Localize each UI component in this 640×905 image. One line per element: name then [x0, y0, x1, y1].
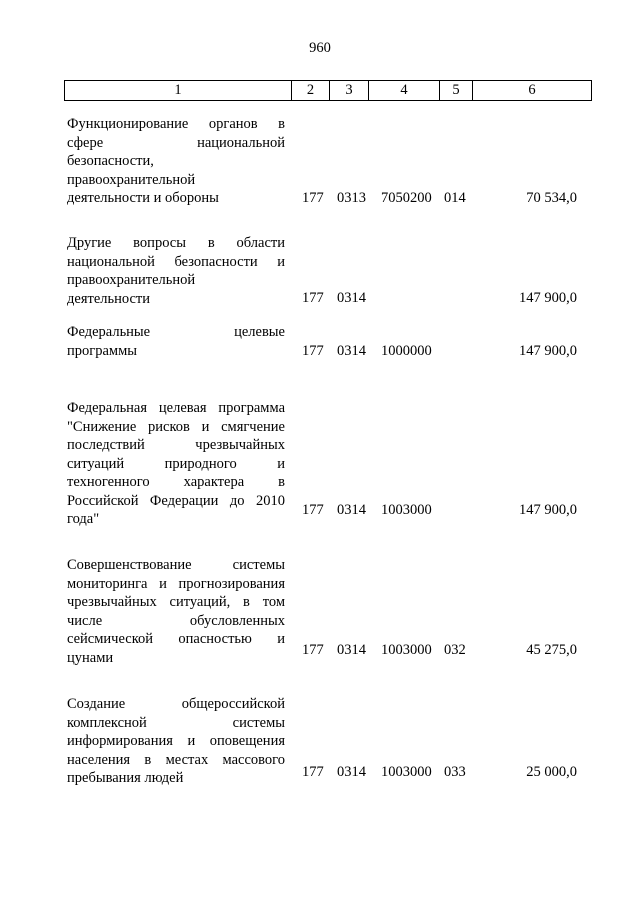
cell-code-2: 177 — [302, 290, 324, 306]
name-line: программы — [67, 342, 137, 359]
cell-code-2: 177 — [302, 502, 324, 518]
name-line: сфере национальной — [67, 134, 285, 151]
name-line: деятельности и обороны — [67, 190, 219, 206]
cell-code-4: 7050200 — [381, 190, 432, 206]
name-line: "Снижение рисков и смягчение — [67, 418, 285, 435]
row-name — [67, 323, 285, 360]
name-line: последствий чрезвычайных — [67, 437, 285, 453]
cell-amount: 70 534,0 — [526, 190, 577, 206]
cell-code-2: 177 — [302, 343, 324, 359]
name-line: Функционирование органов в — [67, 116, 285, 132]
name-line: чрезвычайных ситуаций, в том — [67, 594, 285, 610]
cell-code-5: 032 — [444, 642, 466, 658]
cell-code-4: 1003000 — [381, 642, 432, 658]
name-line: правоохранительной — [67, 171, 196, 188]
cell-code-5: 014 — [444, 190, 466, 206]
cell-code-4: 1000000 — [381, 343, 432, 359]
row-name — [67, 115, 285, 208]
column-header-3: 3 — [330, 81, 369, 101]
cell-amount: 147 900,0 — [519, 290, 577, 306]
column-header-row — [65, 81, 592, 101]
cell-amount: 147 900,0 — [519, 343, 577, 359]
cell-code-4: 1003000 — [381, 502, 432, 518]
row-name — [67, 399, 285, 529]
name-line: информирования и оповещения — [67, 733, 285, 749]
cell-code-3: 0314 — [337, 642, 366, 658]
name-line: правоохранительной — [67, 272, 196, 288]
name-line: года" — [67, 511, 100, 527]
name-line: населения в местах массового — [67, 751, 285, 768]
name-line: Другие вопросы в области — [67, 235, 285, 251]
column-header-1: 1 — [65, 81, 292, 101]
cell-code-5: 033 — [444, 764, 466, 780]
page-number: 960 — [309, 40, 331, 56]
column-header-table — [64, 80, 592, 101]
name-line: Создание общероссийской — [67, 696, 285, 712]
cell-code-4: 1003000 — [381, 764, 432, 780]
name-line: комплексной системы — [67, 714, 285, 731]
column-header-4: 4 — [369, 81, 440, 101]
name-line: Федеральная целевая программа — [67, 400, 285, 416]
name-line: техногенного характера в — [67, 474, 285, 490]
name-line: безопасности, — [67, 153, 154, 169]
cell-amount: 45 275,0 — [526, 642, 577, 658]
cell-code-3: 0313 — [337, 190, 366, 206]
name-line: числе обусловленных — [67, 612, 285, 629]
column-header-2: 2 — [292, 81, 330, 101]
name-line: Российской Федерации до 2010 — [67, 492, 285, 509]
row-name — [67, 234, 285, 308]
name-line: Федеральные целевые — [67, 324, 285, 340]
cell-code-2: 177 — [302, 642, 324, 658]
cell-amount: 25 000,0 — [526, 764, 577, 780]
cell-code-2: 177 — [302, 190, 324, 206]
name-line: ситуаций природного и — [67, 455, 285, 472]
cell-amount: 147 900,0 — [519, 502, 577, 518]
row-name — [67, 695, 285, 788]
name-line: деятельности — [67, 290, 151, 307]
row-name — [67, 556, 285, 667]
cell-code-3: 0314 — [337, 502, 366, 518]
cell-code-3: 0314 — [337, 290, 366, 306]
name-line: мониторинга и прогнозирования — [67, 575, 285, 592]
name-line: Совершенствование системы — [67, 557, 285, 573]
name-line: национальной безопасности и — [67, 253, 285, 270]
name-line: цунами — [67, 649, 114, 666]
name-line: пребывания людей — [67, 770, 184, 786]
name-line: сейсмической опасностью и — [67, 631, 285, 647]
cell-code-3: 0314 — [337, 343, 366, 359]
cell-code-2: 177 — [302, 764, 324, 780]
cell-code-3: 0314 — [337, 764, 366, 780]
column-header-5: 5 — [440, 81, 473, 101]
column-header-6: 6 — [473, 81, 592, 101]
